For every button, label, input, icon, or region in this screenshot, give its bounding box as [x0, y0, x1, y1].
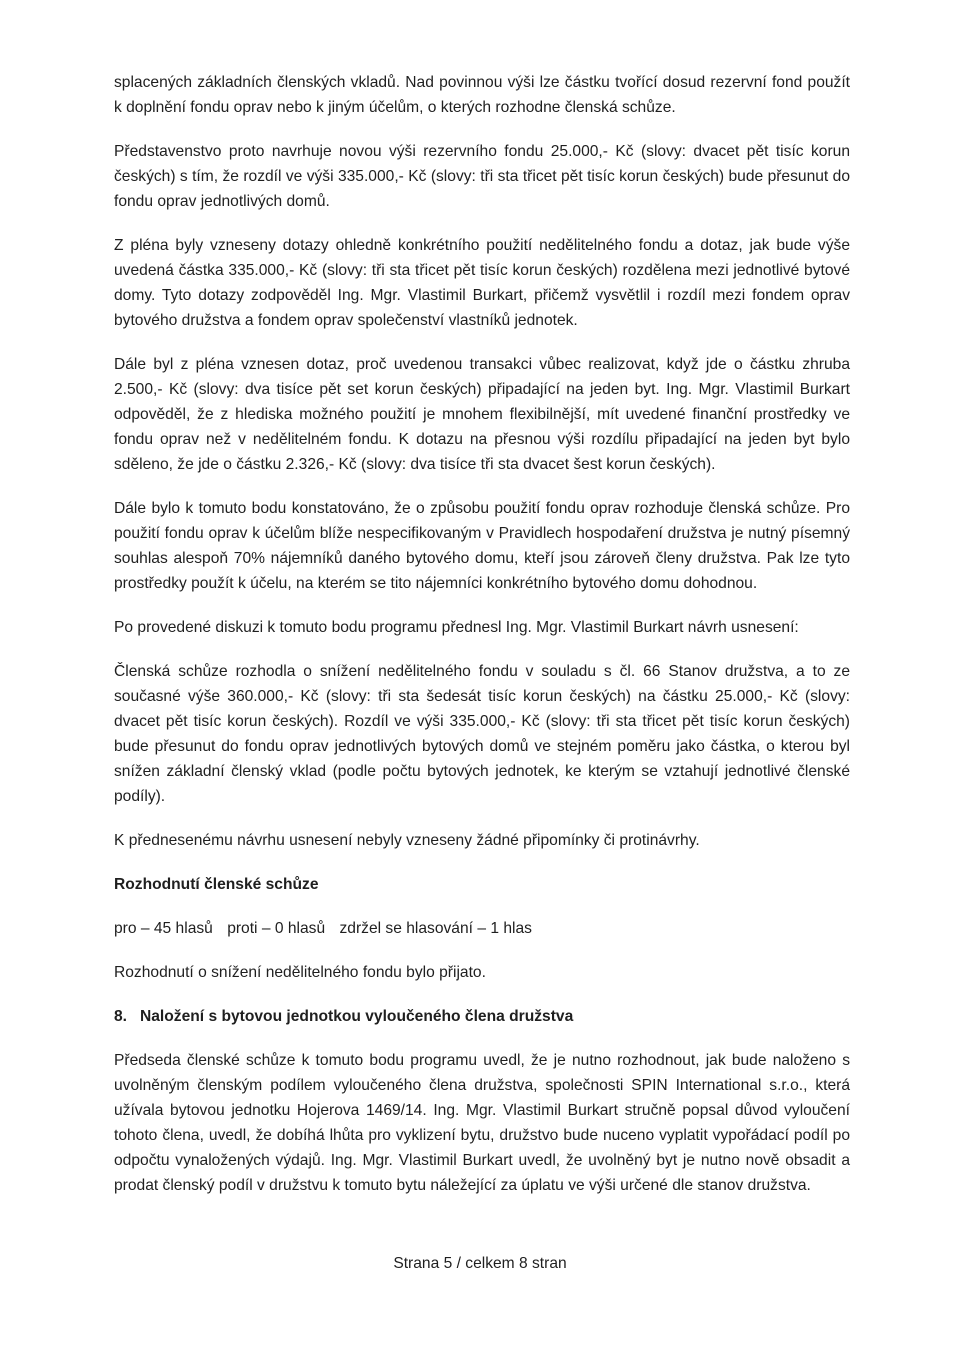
decision-heading: Rozhodnutí členské schůze — [114, 876, 319, 893]
section-8-heading — [114, 1004, 850, 1029]
paragraph-plenum-questions: Z pléna byly vzneseny dotazy ohledně konkrétního použití nedělitelného fondu a dotaz, jak bude výše uvedená částka 335.000,- Kč (slovy: tři sta třicet pět tisíc korun českých) rozdělena mezi jednotlivé bytové domy. Tyto dotazy zodpověděl Ing. Mgr. Vlastimil Burkart, přičemž vysvětlil i rozdíl mezi fondem oprav bytového družstva a fondem oprav společenství vlastníků jednotek. — [114, 237, 850, 329]
page-footer: Strana 5 / celkem 8 stran — [393, 1255, 567, 1272]
paragraph-board-proposal: Představenstvo proto navrhuje novou výši rezervního fondu 25.000,- Kč (slovy: dvacet pět tisíc korun českých) s tím, že rozdíl ve výši 335.000,- Kč (slovy: tři sta třicet pět tisíc korun českých) bude přesunut do fondu oprav jednotlivých domů. — [114, 143, 850, 210]
decision-result: Rozhodnutí o snížení nedělitelného fondu bylo přijato. — [114, 964, 486, 981]
paragraph-transaction-question: Dále byl z pléna vznesen dotaz, proč uvedenou transakci vůbec realizovat, když jde o částku zhruba 2.500,- Kč (slovy: dva tisíce pět set korun českých) připadající na jeden byt. Ing. Mgr. Vlastimil Burkart odpověděl, že z hlediska možného použití je mnohem flexibilnější, mít uvedené finanční prostředky ve fondu oprav než v nedělitelném fondu. K dotazu na přesnou výši rozdílu připadající na jeden byt bylo sděleno, že jde o částku 2.326,- Kč (slovy: dva tisíce tři sta dvacet šest korun českých). — [114, 356, 850, 473]
vote-abstain: zdržel se hlasování – 1 hlas — [339, 920, 532, 937]
vote-against: proti – 0 hlasů — [227, 920, 326, 937]
section-number: 8. — [114, 1008, 128, 1025]
paragraph-section-8: Předseda členské schůze k tomuto bodu programu uvedl, že je nutno rozhodnout, jak bude naloženo s uvolněným členským podílem vyloučeného člena družstva, společnosti SPIN International s.r.o., která užívala bytovou jednotku Hojerova 1469/14. Ing. Mgr. Vlastimil Burkart stručně popsal důvod vyloučení tohoto člena, uvedl, že dobíhá lhůta pro vyklizení bytu, družstvo bude nuceno vyplatit vypořádací podíl po odpočtu vynaložených výdajů. Ing. Mgr. Vlastimil Burkart uvedl, že uvolněný byt je nutno nově obsadit a prodat členský podíl v družstvu k tomuto bytu náležející za úplatu ve výši určené dle stanov družstva. — [114, 1052, 850, 1194]
paragraph-repair-fund-rules: Dále bylo k tomuto bodu konstatováno, že o způsobu použití fondu oprav rozhoduje členská schůze. Pro použití fondu oprav k účelům blíže nespecifikovaným v Pravidlech hospodaření družstva je nutný písemný souhlas alespoň 70% nájemníků daného bytového domu, kteří jsou zároveň členy družstva. Pak lze tyto prostředky použít k účelu, na kterém se tito nájemníci konkrétního bytového domu dohodnou. — [114, 500, 850, 592]
vote-for: pro – 45 hlasů — [114, 920, 213, 937]
paragraph-resolution-text: Členská schůze rozhodla o snížení nedělitelného fondu v souladu s čl. 66 Stanov družstva, a to ze současné výše 360.000,- Kč (slovy: tři sta šedesát tisíc korun českých) na částku 25.000,- Kč (slovy: dvacet pět tisíc korun českých). Rozdíl ve výši 335.000,- Kč (slovy: tři sta třicet pět tisíc korun českých) bude přesunut do fondu oprav jednotlivých bytových domů ve stejném poměru jako částka, o kterou byl snížen základní členský vklad (podle počtu bytových jednotek, ke kterým se vztahují jednotlivé členské podíly). — [114, 663, 850, 805]
vote-results — [114, 916, 850, 941]
section-title: Naložení s bytovou jednotkou vyloučeného člena družstva — [140, 1008, 574, 1025]
paragraph-no-objections: K přednesenému návrhu usnesení nebyly vzneseny žádné připomínky či protinávrhy. — [114, 832, 700, 849]
paragraph-resolution-intro: Po provedené diskuzi k tomuto bodu programu přednesl Ing. Mgr. Vlastimil Burkart návrh usnesení: — [114, 619, 799, 636]
document-page — [114, 70, 850, 1217]
paragraph-reserve-fund-usage: splacených základních členských vkladů. Nad povinnou výši lze částku tvořící dosud rezervní fond použít k doplnění fondu oprav nebo k jiným účelům, o kterých rozhodne členská schůze. — [114, 74, 850, 116]
